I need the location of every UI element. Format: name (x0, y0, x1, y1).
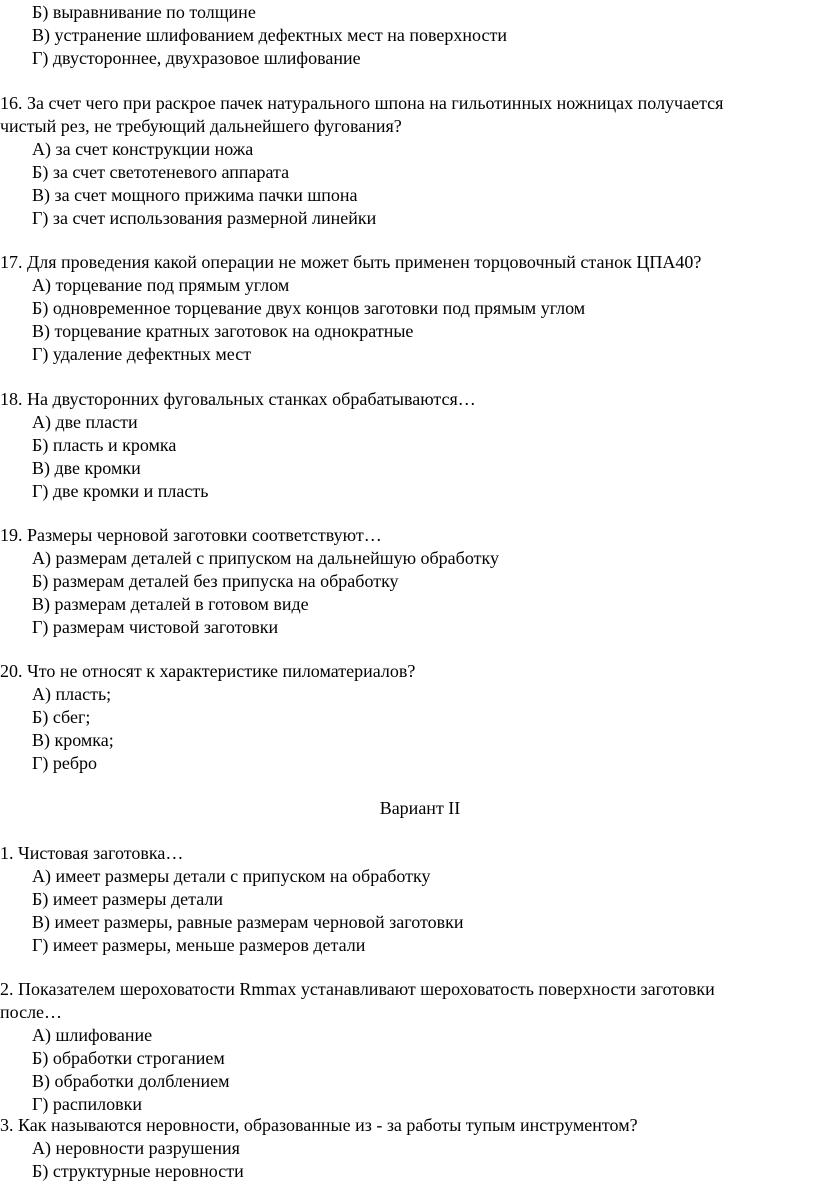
question-18-answer-a: А) две пласти (32, 412, 138, 432)
question-16-text-cont: чистый рез, не требующий дальнейшего фугования? (0, 116, 402, 136)
question-20-text: 20. Что не относят к характеристике пиломатериалов? (0, 661, 416, 681)
question-17-text: 17. Для проведения какой операции не может быть применен торцовочный станок ЦПА40? (0, 252, 702, 272)
question-17-answer-v: В) торцевание кратных заготовок на однократные (32, 321, 414, 341)
question-17-answer-b: Б) одновременное торцевание двух концов заготовки под прямым углом (32, 298, 586, 318)
question-18-answer-g: Г) две кромки и пласть (32, 481, 209, 501)
question-20-answer-b: Б) сбег; (32, 707, 91, 727)
answer-v: В) устранение шлифованием дефектных мест на поверхности (32, 25, 507, 45)
variant2-question-1-answer-g: Г) имеет размеры, меньше размеров детали (32, 935, 366, 955)
variant2-question-1-text: 1. Чистовая заготовка… (0, 843, 184, 863)
variant2-question-2-answer-v: В) обработки долблением (32, 1071, 230, 1091)
variant2-question-3-answer-b: Б) структурные неровности (32, 1161, 244, 1181)
variant-heading: Вариант II (379, 798, 461, 818)
question-16-answer-v: В) за счет мощного прижима пачки шпона (32, 185, 358, 205)
question-16-answer-a: А) за счет конструкции ножа (32, 139, 254, 159)
variant2-question-2-answer-g: Г) распиловки (32, 1094, 143, 1114)
question-16-text: 16. За счет чего при раскрое пачек натурального шпона на гильотинных ножницах получается (0, 93, 724, 113)
question-16-answer-b: Б) за счет светотеневого аппарата (32, 162, 290, 182)
question-19-answer-v: В) размерам деталей в готовом виде (32, 594, 309, 614)
variant2-question-1-answer-a: А) имеет размеры детали с припуском на обработку (32, 866, 431, 886)
question-19-answer-g: Г) размерам чистовой заготовки (32, 617, 279, 637)
question-19-text: 19. Размеры черновой заготовки соответствуют… (0, 525, 382, 545)
question-19-answer-a: А) размерам деталей с припуском на дальнейшую обработку (32, 548, 499, 568)
variant2-question-2-text: 2. Показателем шероховатости Rmmax устанавливают шероховатость поверхности заготовки (0, 979, 715, 999)
variant2-question-2-answer-b: Б) обработки строганием (32, 1048, 225, 1068)
question-20-answer-v: В) кромка; (32, 730, 114, 750)
question-20-answer-a: А) пласть; (32, 684, 112, 704)
question-18-answer-v: В) две кромки (32, 458, 141, 478)
question-17-answer-g: Г) удаление дефектных мест (32, 344, 252, 364)
question-19-answer-b: Б) размерам деталей без припуска на обработку (32, 571, 399, 591)
question-16-answer-g: Г) за счет использования размерной линейки (32, 208, 377, 228)
question-18-answer-b: Б) пласть и кромка (32, 435, 177, 455)
answer-b: Б) выравнивание по толщине (32, 2, 256, 22)
question-18-text: 18. На двусторонних фуговальных станках обрабатываются… (0, 389, 476, 409)
answer-g: Г) двустороннее, двухразовое шлифование (32, 48, 361, 68)
variant2-question-2-text-cont: после… (0, 1002, 63, 1022)
variant2-question-3-text: 3. Как называются неровности, образованные из - за работы тупым инструментом? (0, 1115, 638, 1135)
question-17-answer-a: А) торцевание под прямым углом (32, 275, 290, 295)
variant2-question-1-answer-v: В) имеет размеры, равные размерам черновой заготовки (32, 912, 464, 932)
question-20-answer-g: Г) ребро (32, 753, 98, 773)
variant2-question-1-answer-b: Б) имеет размеры детали (32, 889, 224, 909)
variant2-question-2-answer-a: А) шлифование (32, 1025, 153, 1045)
variant2-question-3-answer-a: А) неровности разрушения (32, 1138, 240, 1158)
